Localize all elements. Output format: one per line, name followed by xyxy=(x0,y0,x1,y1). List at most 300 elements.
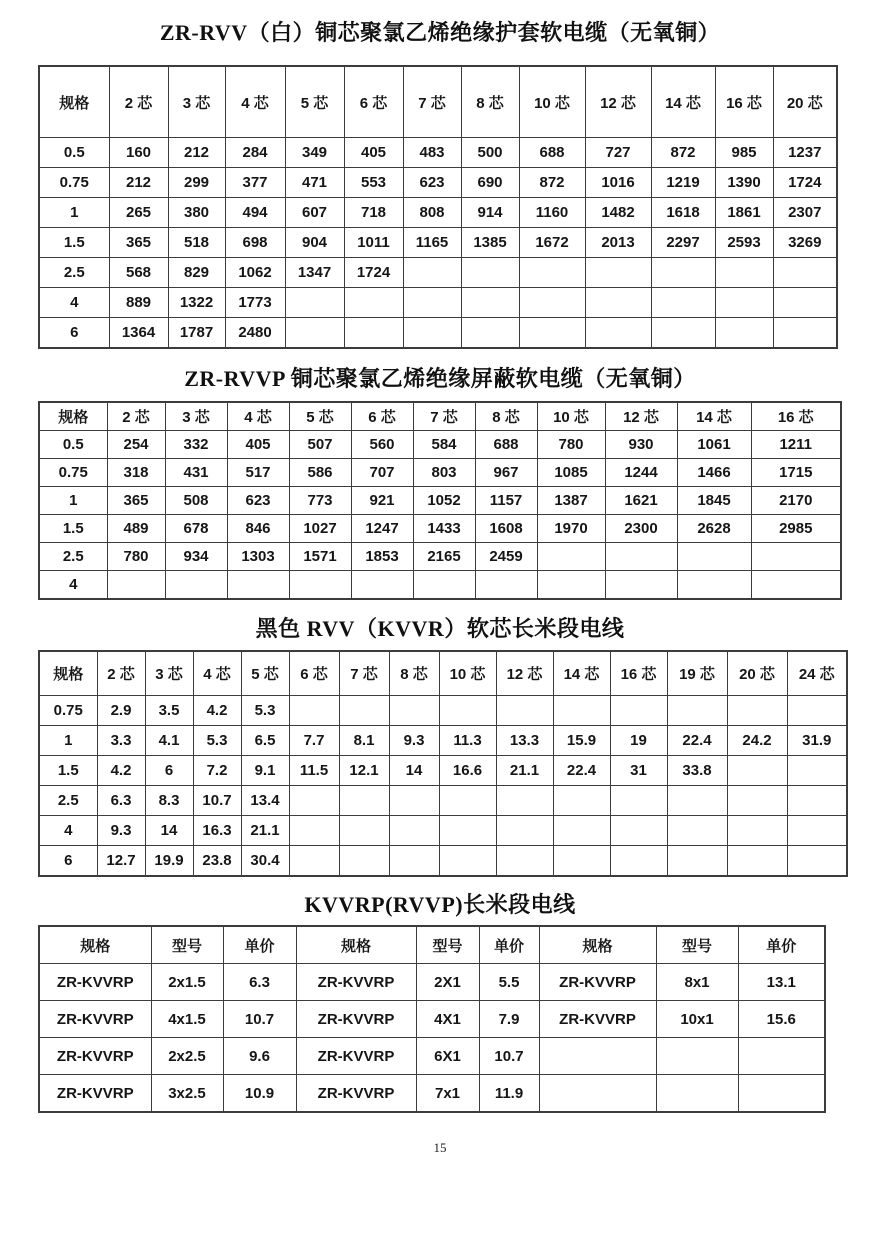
cell: 299 xyxy=(168,168,225,198)
cell xyxy=(339,816,389,846)
cell xyxy=(610,846,667,877)
cell: 6.3 xyxy=(223,964,296,1001)
cell: 2297 xyxy=(651,228,715,258)
section-black-rvv-kvvr xyxy=(0,616,880,877)
cell: 9.3 xyxy=(389,726,439,756)
cell: 6.5 xyxy=(241,726,289,756)
cell: 678 xyxy=(165,515,227,543)
cell: 2165 xyxy=(413,543,475,571)
cell: 2013 xyxy=(585,228,651,258)
cell xyxy=(227,571,289,600)
section-zr-rvv xyxy=(0,20,880,349)
cell xyxy=(585,318,651,349)
cell: 1085 xyxy=(537,459,605,487)
cell: 1364 xyxy=(109,318,168,349)
column-header: 24 芯 xyxy=(787,651,847,696)
table-row xyxy=(39,459,841,487)
cell xyxy=(351,571,413,600)
cell xyxy=(344,288,403,318)
cell: 0.75 xyxy=(39,168,109,198)
table-row xyxy=(39,431,841,459)
cell xyxy=(403,318,461,349)
cell: 930 xyxy=(605,431,677,459)
cell: 212 xyxy=(168,138,225,168)
cell: 586 xyxy=(289,459,351,487)
cell xyxy=(605,543,677,571)
cell: 13.4 xyxy=(241,786,289,816)
cell: 1724 xyxy=(773,168,837,198)
cell xyxy=(715,288,773,318)
cell xyxy=(537,571,605,600)
page-number: 15 xyxy=(433,1140,447,1155)
cell: 30.4 xyxy=(241,846,289,877)
cell: 1052 xyxy=(413,487,475,515)
cell: 1385 xyxy=(461,228,519,258)
cell: 1787 xyxy=(168,318,225,349)
cell: ZR-KVVRP xyxy=(39,1038,151,1075)
cell xyxy=(339,786,389,816)
column-header: 规格 xyxy=(296,926,416,964)
cell xyxy=(165,571,227,600)
table-title-black-rvv-kvvr: 黑色 RVV（KVVR）软芯长米段电线 xyxy=(255,616,625,641)
cell: ZR-KVVRP xyxy=(39,1075,151,1113)
cell: 405 xyxy=(344,138,403,168)
cell: 1027 xyxy=(289,515,351,543)
table-row xyxy=(39,846,847,877)
table-row xyxy=(39,543,841,571)
table-black-rvv-kvvr-prices xyxy=(38,650,848,877)
section-zr-rvvp xyxy=(0,366,880,600)
cell xyxy=(539,1038,656,1075)
cell: 4 xyxy=(39,816,97,846)
column-header: 2 芯 xyxy=(107,402,165,431)
column-header: 6 芯 xyxy=(344,66,403,138)
cell: 15.6 xyxy=(738,1001,825,1038)
cell xyxy=(439,846,496,877)
cell: 507 xyxy=(289,431,351,459)
cell: 985 xyxy=(715,138,773,168)
cell: 1.5 xyxy=(39,756,97,786)
cell: 4.1 xyxy=(145,726,193,756)
table-row xyxy=(39,756,847,786)
cell: 489 xyxy=(107,515,165,543)
cell: 10x1 xyxy=(656,1001,738,1038)
cell: 698 xyxy=(225,228,285,258)
cell: 2X1 xyxy=(416,964,479,1001)
cell: 1211 xyxy=(751,431,841,459)
cell xyxy=(537,543,605,571)
cell: ZR-KVVRP xyxy=(539,964,656,1001)
cell xyxy=(651,318,715,349)
cell: 1608 xyxy=(475,515,537,543)
cell: 4X1 xyxy=(416,1001,479,1038)
cell: 13.1 xyxy=(738,964,825,1001)
cell xyxy=(715,318,773,349)
column-header: 3 芯 xyxy=(168,66,225,138)
column-header: 4 芯 xyxy=(227,402,289,431)
cell xyxy=(787,786,847,816)
column-header: 8 芯 xyxy=(461,66,519,138)
cell: 19.9 xyxy=(145,846,193,877)
header-row xyxy=(39,651,847,696)
cell xyxy=(751,571,841,600)
column-header: 规格 xyxy=(539,926,656,964)
table-title-zr-rvvp: ZR-RVVP 铜芯聚氯乙烯绝缘屏蔽软电缆（无氧铜） xyxy=(184,366,696,391)
cell: 1016 xyxy=(585,168,651,198)
cell: 1571 xyxy=(289,543,351,571)
table-title-kvvrp-rvvp: KVVRP(RVVP)长米段电线 xyxy=(304,892,576,917)
cell: ZR-KVVRP xyxy=(296,964,416,1001)
cell xyxy=(610,786,667,816)
cell: 1618 xyxy=(651,198,715,228)
cell: 21.1 xyxy=(496,756,553,786)
cell: 1303 xyxy=(227,543,289,571)
table-row xyxy=(39,964,825,1001)
cell: 707 xyxy=(351,459,413,487)
cell: 1672 xyxy=(519,228,585,258)
cell: 727 xyxy=(585,138,651,168)
column-header: 8 芯 xyxy=(475,402,537,431)
column-header: 20 芯 xyxy=(727,651,787,696)
cell: 568 xyxy=(109,258,168,288)
cell xyxy=(519,318,585,349)
cell: 7.2 xyxy=(193,756,241,786)
cell: 829 xyxy=(168,258,225,288)
cell: 1247 xyxy=(351,515,413,543)
cell: 2307 xyxy=(773,198,837,228)
column-header: 7 芯 xyxy=(403,66,461,138)
cell: 8.3 xyxy=(145,786,193,816)
cell: ZR-KVVRP xyxy=(39,1001,151,1038)
cell: 0.75 xyxy=(39,459,107,487)
cell: 921 xyxy=(351,487,413,515)
cell: 10.7 xyxy=(193,786,241,816)
cell: 1061 xyxy=(677,431,751,459)
cell: 780 xyxy=(107,543,165,571)
cell: 780 xyxy=(537,431,605,459)
header-row xyxy=(39,926,825,964)
table-title-zr-rvv: ZR-RVV（白）铜芯聚氯乙烯绝缘护套软电缆（无氧铜） xyxy=(159,20,721,45)
cell: 6 xyxy=(145,756,193,786)
cell: 1219 xyxy=(651,168,715,198)
cell xyxy=(496,786,553,816)
cell xyxy=(738,1075,825,1113)
cell: 22.4 xyxy=(553,756,610,786)
cell: 518 xyxy=(168,228,225,258)
cell xyxy=(475,571,537,600)
cell: 889 xyxy=(109,288,168,318)
cell: 9.3 xyxy=(97,816,145,846)
cell: 508 xyxy=(165,487,227,515)
cell: 3.5 xyxy=(145,696,193,726)
cell: 16.3 xyxy=(193,816,241,846)
column-header: 型号 xyxy=(656,926,738,964)
cell: 4.2 xyxy=(193,696,241,726)
column-header: 16 芯 xyxy=(751,402,841,431)
cell: 21.1 xyxy=(241,816,289,846)
cell: 212 xyxy=(109,168,168,198)
cell: 349 xyxy=(285,138,344,168)
cell xyxy=(461,288,519,318)
cell xyxy=(403,288,461,318)
cell: 1853 xyxy=(351,543,413,571)
table-kvvrp-rvvp-prices xyxy=(38,925,826,1113)
column-header: 12 芯 xyxy=(585,66,651,138)
cell: 10.7 xyxy=(223,1001,296,1038)
cell: 846 xyxy=(227,515,289,543)
cell xyxy=(553,816,610,846)
column-header: 4 芯 xyxy=(193,651,241,696)
cell xyxy=(289,571,351,600)
cell xyxy=(651,258,715,288)
cell xyxy=(339,846,389,877)
cell: 5.3 xyxy=(241,696,289,726)
cell: 431 xyxy=(165,459,227,487)
column-header: 2 芯 xyxy=(97,651,145,696)
table-row xyxy=(39,1075,825,1113)
cell: 1390 xyxy=(715,168,773,198)
cell: 872 xyxy=(519,168,585,198)
cell: 8.1 xyxy=(339,726,389,756)
cell xyxy=(787,696,847,726)
cell: 1466 xyxy=(677,459,751,487)
cell: 2459 xyxy=(475,543,537,571)
cell: 10.9 xyxy=(223,1075,296,1113)
cell: 1347 xyxy=(285,258,344,288)
table-row xyxy=(39,515,841,543)
cell: 872 xyxy=(651,138,715,168)
cell: 2170 xyxy=(751,487,841,515)
column-header: 规格 xyxy=(39,66,109,138)
cell: 11.5 xyxy=(289,756,339,786)
table-row xyxy=(39,726,847,756)
cell: 22.4 xyxy=(667,726,727,756)
cell: 14 xyxy=(145,816,193,846)
table-row xyxy=(39,487,841,515)
cell: 380 xyxy=(168,198,225,228)
column-header: 14 芯 xyxy=(651,66,715,138)
column-header: 16 芯 xyxy=(715,66,773,138)
cell xyxy=(389,816,439,846)
cell: 1.5 xyxy=(39,228,109,258)
cell xyxy=(339,696,389,726)
cell xyxy=(439,696,496,726)
cell: 500 xyxy=(461,138,519,168)
table-row xyxy=(39,198,837,228)
cell: 5.3 xyxy=(193,726,241,756)
cell xyxy=(677,571,751,600)
cell xyxy=(413,571,475,600)
cell: 607 xyxy=(285,198,344,228)
cell xyxy=(787,846,847,877)
table-zr-rvv-prices xyxy=(38,65,838,349)
cell: 553 xyxy=(344,168,403,198)
cell: ZR-KVVRP xyxy=(296,1001,416,1038)
cell: 1715 xyxy=(751,459,841,487)
cell: 914 xyxy=(461,198,519,228)
cell: 773 xyxy=(289,487,351,515)
cell xyxy=(605,571,677,600)
cell: 265 xyxy=(109,198,168,228)
cell xyxy=(553,786,610,816)
cell xyxy=(667,786,727,816)
cell: 2.9 xyxy=(97,696,145,726)
cell xyxy=(403,258,461,288)
cell xyxy=(773,288,837,318)
column-header: 3 芯 xyxy=(165,402,227,431)
cell: 6 xyxy=(39,318,109,349)
cell: 16.6 xyxy=(439,756,496,786)
column-header: 5 芯 xyxy=(289,402,351,431)
cell xyxy=(461,318,519,349)
cell: 2480 xyxy=(225,318,285,349)
cell xyxy=(496,696,553,726)
cell: 2.5 xyxy=(39,786,97,816)
section-kvvrp-rvvp xyxy=(0,892,880,1113)
cell xyxy=(344,318,403,349)
cell: 718 xyxy=(344,198,403,228)
cell xyxy=(553,696,610,726)
column-header: 7 芯 xyxy=(339,651,389,696)
table-row xyxy=(39,228,837,258)
cell: 688 xyxy=(475,431,537,459)
header-row xyxy=(39,66,837,138)
cell: ZR-KVVRP xyxy=(296,1075,416,1113)
table-row xyxy=(39,816,847,846)
cell: 1724 xyxy=(344,258,403,288)
cell: 517 xyxy=(227,459,289,487)
cell: 12.7 xyxy=(97,846,145,877)
column-header: 2 芯 xyxy=(109,66,168,138)
column-header: 单价 xyxy=(479,926,539,964)
cell: 365 xyxy=(107,487,165,515)
cell: 284 xyxy=(225,138,285,168)
column-header: 规格 xyxy=(39,926,151,964)
cell: 1 xyxy=(39,726,97,756)
cell: 23.8 xyxy=(193,846,241,877)
cell: ZR-KVVRP xyxy=(539,1001,656,1038)
cell: 4 xyxy=(39,571,107,600)
cell xyxy=(727,756,787,786)
table-row xyxy=(39,258,837,288)
column-header: 型号 xyxy=(151,926,223,964)
cell xyxy=(289,846,339,877)
cell: 318 xyxy=(107,459,165,487)
cell: 1322 xyxy=(168,288,225,318)
cell: 1845 xyxy=(677,487,751,515)
cell: 31 xyxy=(610,756,667,786)
cell xyxy=(439,786,496,816)
column-header: 12 芯 xyxy=(605,402,677,431)
cell xyxy=(539,1075,656,1113)
cell: 0.5 xyxy=(39,431,107,459)
cell: 10.7 xyxy=(479,1038,539,1075)
cell xyxy=(610,816,667,846)
column-header: 规格 xyxy=(39,402,107,431)
cell xyxy=(727,696,787,726)
cell: ZR-KVVRP xyxy=(296,1038,416,1075)
cell: 1387 xyxy=(537,487,605,515)
column-header: 6 芯 xyxy=(351,402,413,431)
table-row xyxy=(39,696,847,726)
cell: 160 xyxy=(109,138,168,168)
column-header: 20 芯 xyxy=(773,66,837,138)
cell: 934 xyxy=(165,543,227,571)
cell: 4 xyxy=(39,288,109,318)
cell: 1433 xyxy=(413,515,475,543)
column-header: 12 芯 xyxy=(496,651,553,696)
table-zr-rvvp-prices xyxy=(38,401,842,600)
cell: 7.9 xyxy=(479,1001,539,1038)
cell: 1011 xyxy=(344,228,403,258)
cell xyxy=(787,756,847,786)
cell xyxy=(738,1038,825,1075)
table-row xyxy=(39,1038,825,1075)
cell: 690 xyxy=(461,168,519,198)
table-row xyxy=(39,138,837,168)
cell xyxy=(656,1075,738,1113)
table-row xyxy=(39,288,837,318)
cell: 494 xyxy=(225,198,285,228)
cell: 332 xyxy=(165,431,227,459)
cell xyxy=(107,571,165,600)
cell: 33.8 xyxy=(667,756,727,786)
column-header: 19 芯 xyxy=(667,651,727,696)
cell xyxy=(751,543,841,571)
cell: 1773 xyxy=(225,288,285,318)
cell: 7.7 xyxy=(289,726,339,756)
cell: 2.5 xyxy=(39,543,107,571)
column-header: 14 芯 xyxy=(677,402,751,431)
cell xyxy=(496,846,553,877)
cell: 1244 xyxy=(605,459,677,487)
column-header: 14 芯 xyxy=(553,651,610,696)
cell: 11.3 xyxy=(439,726,496,756)
cell xyxy=(519,258,585,288)
cell xyxy=(461,258,519,288)
cell xyxy=(773,258,837,288)
cell: 6 xyxy=(39,846,97,877)
cell: 9.6 xyxy=(223,1038,296,1075)
column-header: 10 芯 xyxy=(439,651,496,696)
cell: ZR-KVVRP xyxy=(39,964,151,1001)
cell: 15.9 xyxy=(553,726,610,756)
column-header: 6 芯 xyxy=(289,651,339,696)
cell: 1 xyxy=(39,198,109,228)
cell: 377 xyxy=(225,168,285,198)
column-header: 7 芯 xyxy=(413,402,475,431)
cell: 2300 xyxy=(605,515,677,543)
cell: 1970 xyxy=(537,515,605,543)
cell xyxy=(389,696,439,726)
cell: 3x2.5 xyxy=(151,1075,223,1113)
cell xyxy=(773,318,837,349)
cell: 560 xyxy=(351,431,413,459)
cell xyxy=(667,816,727,846)
cell: 3269 xyxy=(773,228,837,258)
cell: 808 xyxy=(403,198,461,228)
column-header: 8 芯 xyxy=(389,651,439,696)
cell xyxy=(289,696,339,726)
cell: 1165 xyxy=(403,228,461,258)
cell xyxy=(439,816,496,846)
cell: 4.2 xyxy=(97,756,145,786)
cell: 19 xyxy=(610,726,667,756)
cell xyxy=(667,846,727,877)
cell: 5.5 xyxy=(479,964,539,1001)
cell: 2593 xyxy=(715,228,773,258)
cell xyxy=(727,786,787,816)
